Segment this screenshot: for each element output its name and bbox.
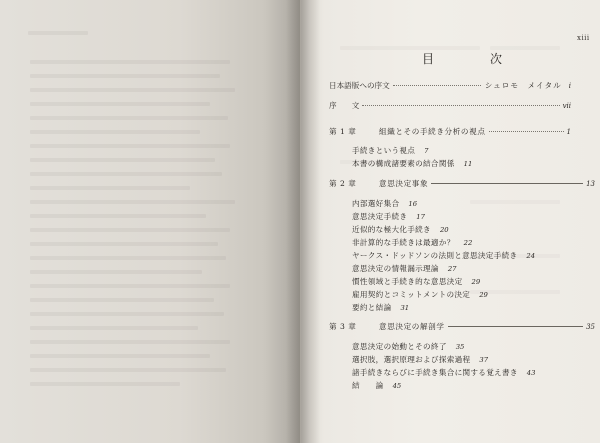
- chapter-page: 35: [586, 323, 595, 331]
- chapter-title: 意思決定事象: [379, 179, 429, 188]
- toc-entry-label: 日本語版への序文: [329, 81, 390, 90]
- toc-section: [352, 302, 409, 313]
- toc-section: [352, 145, 428, 156]
- section-title: 選択肢，選択原理および探索過程: [352, 355, 471, 364]
- section-page: 16: [408, 200, 418, 208]
- section-page: 20: [439, 226, 449, 234]
- section-title: 意思決定手続き: [352, 212, 408, 221]
- section-page: 11: [463, 160, 473, 168]
- section-page: 31: [400, 304, 410, 312]
- toc-section: [352, 289, 488, 300]
- dot-leader: [362, 105, 559, 106]
- toc-section: [352, 380, 401, 391]
- section-title: 非計算的な手続きは最適か？: [352, 238, 455, 247]
- section-page: 7: [424, 147, 429, 155]
- toc-section: [352, 354, 488, 365]
- toc-section: [352, 367, 535, 378]
- chapter-number: 第 3 章: [329, 322, 357, 331]
- toc-section: [352, 341, 464, 352]
- section-page: 45: [392, 382, 402, 390]
- section-title: 近似的な極大化手続き: [352, 225, 431, 234]
- toc-chapter-3: [329, 321, 595, 332]
- section-page: 29: [471, 278, 481, 286]
- toc-heading: 目 次: [422, 52, 525, 66]
- toc-chapter-1: [329, 126, 571, 137]
- section-page: 17: [416, 213, 425, 221]
- chapter-page: 1: [566, 128, 571, 136]
- toc-section: [352, 237, 472, 248]
- section-page: 29: [479, 291, 488, 299]
- page-number-roman: xiii: [577, 34, 590, 42]
- section-title: 意思決定の情報漏示理論: [352, 264, 439, 273]
- toc-chapter-2: [329, 178, 595, 189]
- toc-entry-label: 序 文: [329, 101, 360, 110]
- leader-line: [448, 326, 584, 327]
- section-title: 内部選好集合: [352, 199, 400, 208]
- toc-entry-japanese-preface: [329, 80, 571, 91]
- section-title: 要約と結論: [352, 303, 392, 312]
- section-page: 24: [526, 252, 536, 260]
- toc-entry-preface: [329, 100, 571, 111]
- leader-line: [431, 183, 583, 184]
- toc-section: [352, 250, 535, 261]
- chapter-title: 意思決定の解剖学: [379, 322, 445, 331]
- dot-leader: [393, 85, 481, 86]
- section-title: 本書の構成諸要素の結合関係: [352, 159, 455, 168]
- chapter-number: 第 1 章: [329, 127, 357, 136]
- toc-section: [352, 211, 425, 222]
- section-page: 43: [526, 369, 536, 377]
- toc-section: [352, 276, 480, 287]
- toc-entry-page: vii: [562, 102, 571, 110]
- section-title: 意思決定の始動とその終了: [352, 342, 447, 351]
- section-title: 雇用契約とコミットメントの決定: [352, 290, 471, 299]
- section-page: 35: [455, 343, 465, 351]
- toc-section: [352, 224, 449, 235]
- toc-section: [352, 263, 457, 274]
- section-page: 22: [463, 239, 473, 247]
- chapter-title: 組織とその手続き分析の視点: [379, 127, 486, 136]
- section-title: 慣性領域と手続き的な意思決定: [352, 277, 463, 286]
- section-title: 手続きという視点: [352, 146, 416, 155]
- toc-entry-page: i: [568, 82, 571, 90]
- section-page: 27: [447, 265, 457, 273]
- section-title: ヤークス・ドッドソンの法則と意思決定手続き: [352, 251, 518, 260]
- section-page: 37: [479, 356, 489, 364]
- toc-section: [352, 198, 417, 209]
- chapter-number: 第 2 章: [329, 179, 357, 188]
- toc-entry-author: シュロモ メイタル: [484, 81, 562, 90]
- toc-section: [352, 158, 472, 169]
- dot-leader: [489, 131, 564, 132]
- section-title: 諸手続きならびに手続き集合に関する覚え書き: [352, 368, 518, 377]
- section-title: 結 論: [352, 381, 384, 390]
- chapter-page: 13: [586, 180, 595, 188]
